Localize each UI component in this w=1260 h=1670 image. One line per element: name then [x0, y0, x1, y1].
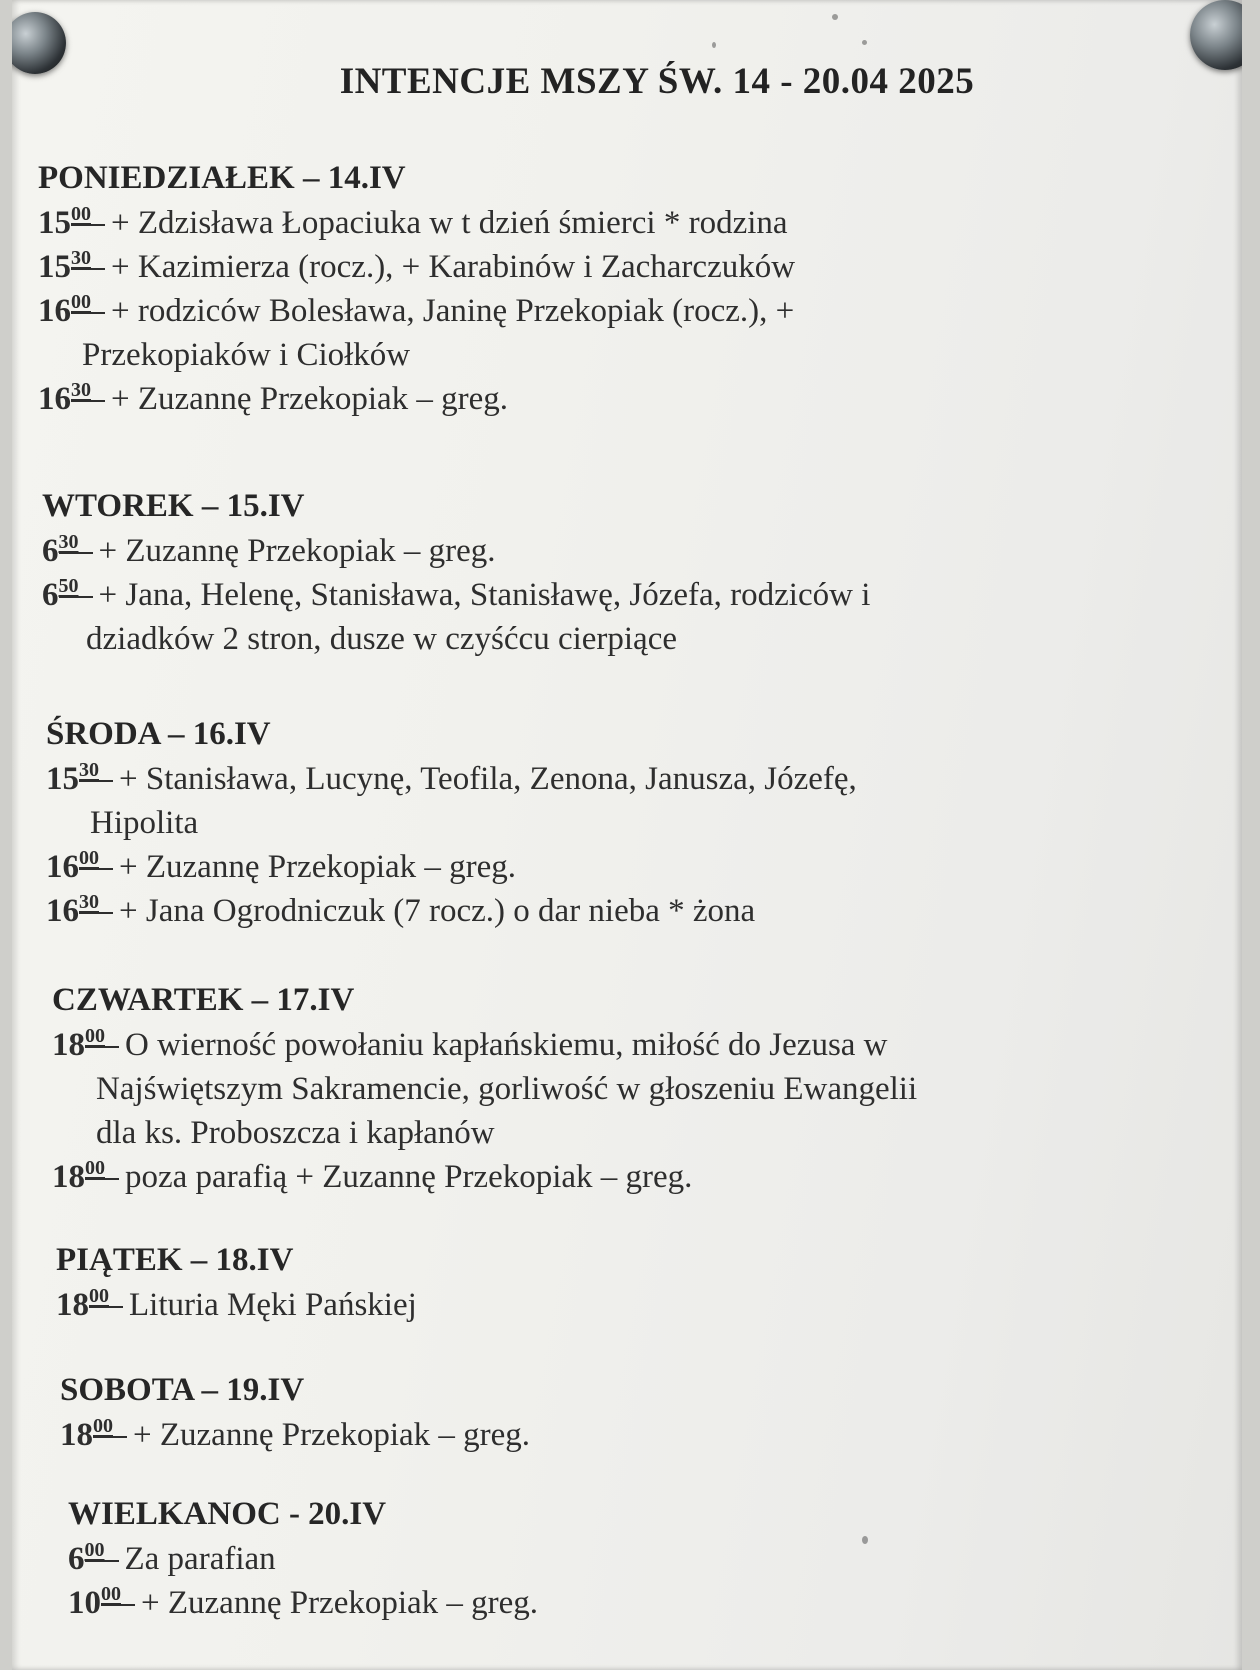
mass-intention-continued: dziadków 2 stron, dusze w czyśćcu cierpiące: [86, 621, 678, 657]
mass-intention-continued: Najświętszym Sakramencie, gorliwość w głoszeniu Ewangelii: [96, 1071, 918, 1107]
mass-intention: O wierność powołaniu kapłańskiemu, miłość do Jezusa w: [125, 1027, 888, 1063]
mass-minutes: 00: [71, 292, 105, 314]
mass-intention-continued: dla ks. Proboszcza i kapłanów: [96, 1115, 495, 1151]
mass-entry: [38, 245, 795, 289]
paper-speck: [862, 40, 867, 45]
mass-intention-continued: Hipolita: [90, 805, 199, 841]
mass-entry: [46, 845, 857, 889]
mass-entry: [38, 289, 795, 377]
paper-speck: [862, 1536, 868, 1544]
day-heading: PONIEDZIAŁEK – 14.IV: [38, 160, 406, 196]
mass-entry: [68, 1537, 538, 1581]
mass-intention: + Jana, Helenę, Stanisława, Stanisławę, Józefa, rodziców i: [98, 577, 871, 613]
mass-entry: [46, 757, 857, 845]
mass-minutes: 00: [93, 1416, 127, 1438]
mass-hour: 18: [60, 1417, 93, 1453]
day-tuesday: [42, 488, 870, 661]
day-wednesday: [46, 716, 857, 933]
mass-minutes: 30: [79, 892, 113, 914]
mass-minutes: 00: [85, 1540, 119, 1562]
day-monday: [38, 160, 795, 421]
mass-hour: 18: [52, 1159, 85, 1195]
mass-entry: [38, 377, 795, 421]
mass-hour: 15: [38, 249, 71, 285]
mass-intention: + Zuzannę Przekopiak – greg.: [119, 849, 517, 885]
mass-intention-continued: Przekopiaków i Ciołków: [82, 337, 411, 373]
day-friday: [56, 1242, 417, 1327]
mass-hour: 16: [46, 849, 79, 885]
mass-hour: 16: [38, 293, 71, 329]
mass-intention: + Stanisława, Lucynę, Teofila, Zenona, Janusza, Józefę,: [119, 761, 857, 797]
mass-entry: [56, 1283, 417, 1327]
mass-entry: [60, 1413, 530, 1457]
mass-minutes: 30: [59, 532, 93, 554]
day-heading: WIELKANOC - 20.IV: [68, 1496, 387, 1532]
day-saturday: [60, 1372, 530, 1457]
mass-intention: + Jana Ogrodniczuk (7 rocz.) o dar nieba * żona: [119, 893, 756, 929]
mass-hour: 15: [46, 761, 79, 797]
mass-minutes: 00: [89, 1286, 123, 1308]
mass-intention: + Zuzannę Przekopiak – greg.: [111, 381, 509, 417]
day-thursday: [52, 982, 917, 1199]
mass-entry: [52, 1155, 917, 1199]
paper-speck: [712, 42, 716, 48]
mass-entry: [42, 529, 870, 573]
mass-intention: + Zuzannę Przekopiak – greg.: [141, 1585, 539, 1621]
day-heading: SOBOTA – 19.IV: [60, 1372, 305, 1408]
mass-intention: Lituria Męki Pańskiej: [129, 1287, 417, 1323]
page-title: INTENCJE MSZY ŚW. 14 - 20.04 2025: [339, 61, 975, 102]
mass-entry: [42, 573, 870, 661]
mass-entry: [68, 1581, 538, 1625]
mass-minutes: 30: [71, 380, 105, 402]
mass-entry: [46, 889, 857, 933]
mass-intention: Za parafian: [124, 1541, 276, 1577]
mass-minutes: 00: [79, 848, 113, 870]
mass-hour: 6: [68, 1541, 85, 1577]
day-easter-sunday: [68, 1496, 538, 1625]
mass-hour: 6: [42, 533, 59, 569]
mass-hour: 16: [46, 893, 79, 929]
mass-intention: + Zuzannę Przekopiak – greg.: [133, 1417, 531, 1453]
mass-intention: + Zdzisława Łopaciuka w t dzień śmierci * rodzina: [111, 205, 788, 241]
notice-sheet: [12, 0, 1242, 1670]
mass-entry: [52, 1023, 917, 1155]
day-heading: WTOREK – 15.IV: [42, 488, 305, 524]
day-heading: CZWARTEK – 17.IV: [52, 982, 355, 1018]
mass-hour: 18: [56, 1287, 89, 1323]
mass-hour: 15: [38, 205, 71, 241]
mass-minutes: 00: [85, 1158, 119, 1180]
mass-hour: 16: [38, 381, 71, 417]
mass-minutes: 00: [101, 1584, 135, 1606]
mass-minutes: 30: [71, 248, 105, 270]
mass-entry: [38, 201, 795, 245]
mass-intention: + rodziców Bolesława, Janinę Przekopiak (rocz.), +: [111, 293, 795, 329]
mass-hour: 10: [68, 1585, 101, 1621]
mass-intention: + Kazimierza (rocz.), + Karabinów i Zacharczuków: [111, 249, 796, 285]
day-heading: ŚRODA – 16.IV: [46, 716, 271, 752]
mass-hour: 18: [52, 1027, 85, 1063]
mass-hour: 6: [42, 577, 59, 613]
mass-minutes: 50: [59, 576, 93, 598]
paper-speck: [832, 14, 838, 20]
day-heading: PIĄTEK – 18.IV: [56, 1242, 294, 1278]
mass-minutes: 00: [71, 204, 105, 226]
mass-minutes: 00: [85, 1026, 119, 1048]
mass-intention: poza parafią + Zuzannę Przekopiak – greg.: [125, 1159, 693, 1195]
mass-minutes: 30: [79, 760, 113, 782]
mass-intention: + Zuzannę Przekopiak – greg.: [98, 533, 496, 569]
